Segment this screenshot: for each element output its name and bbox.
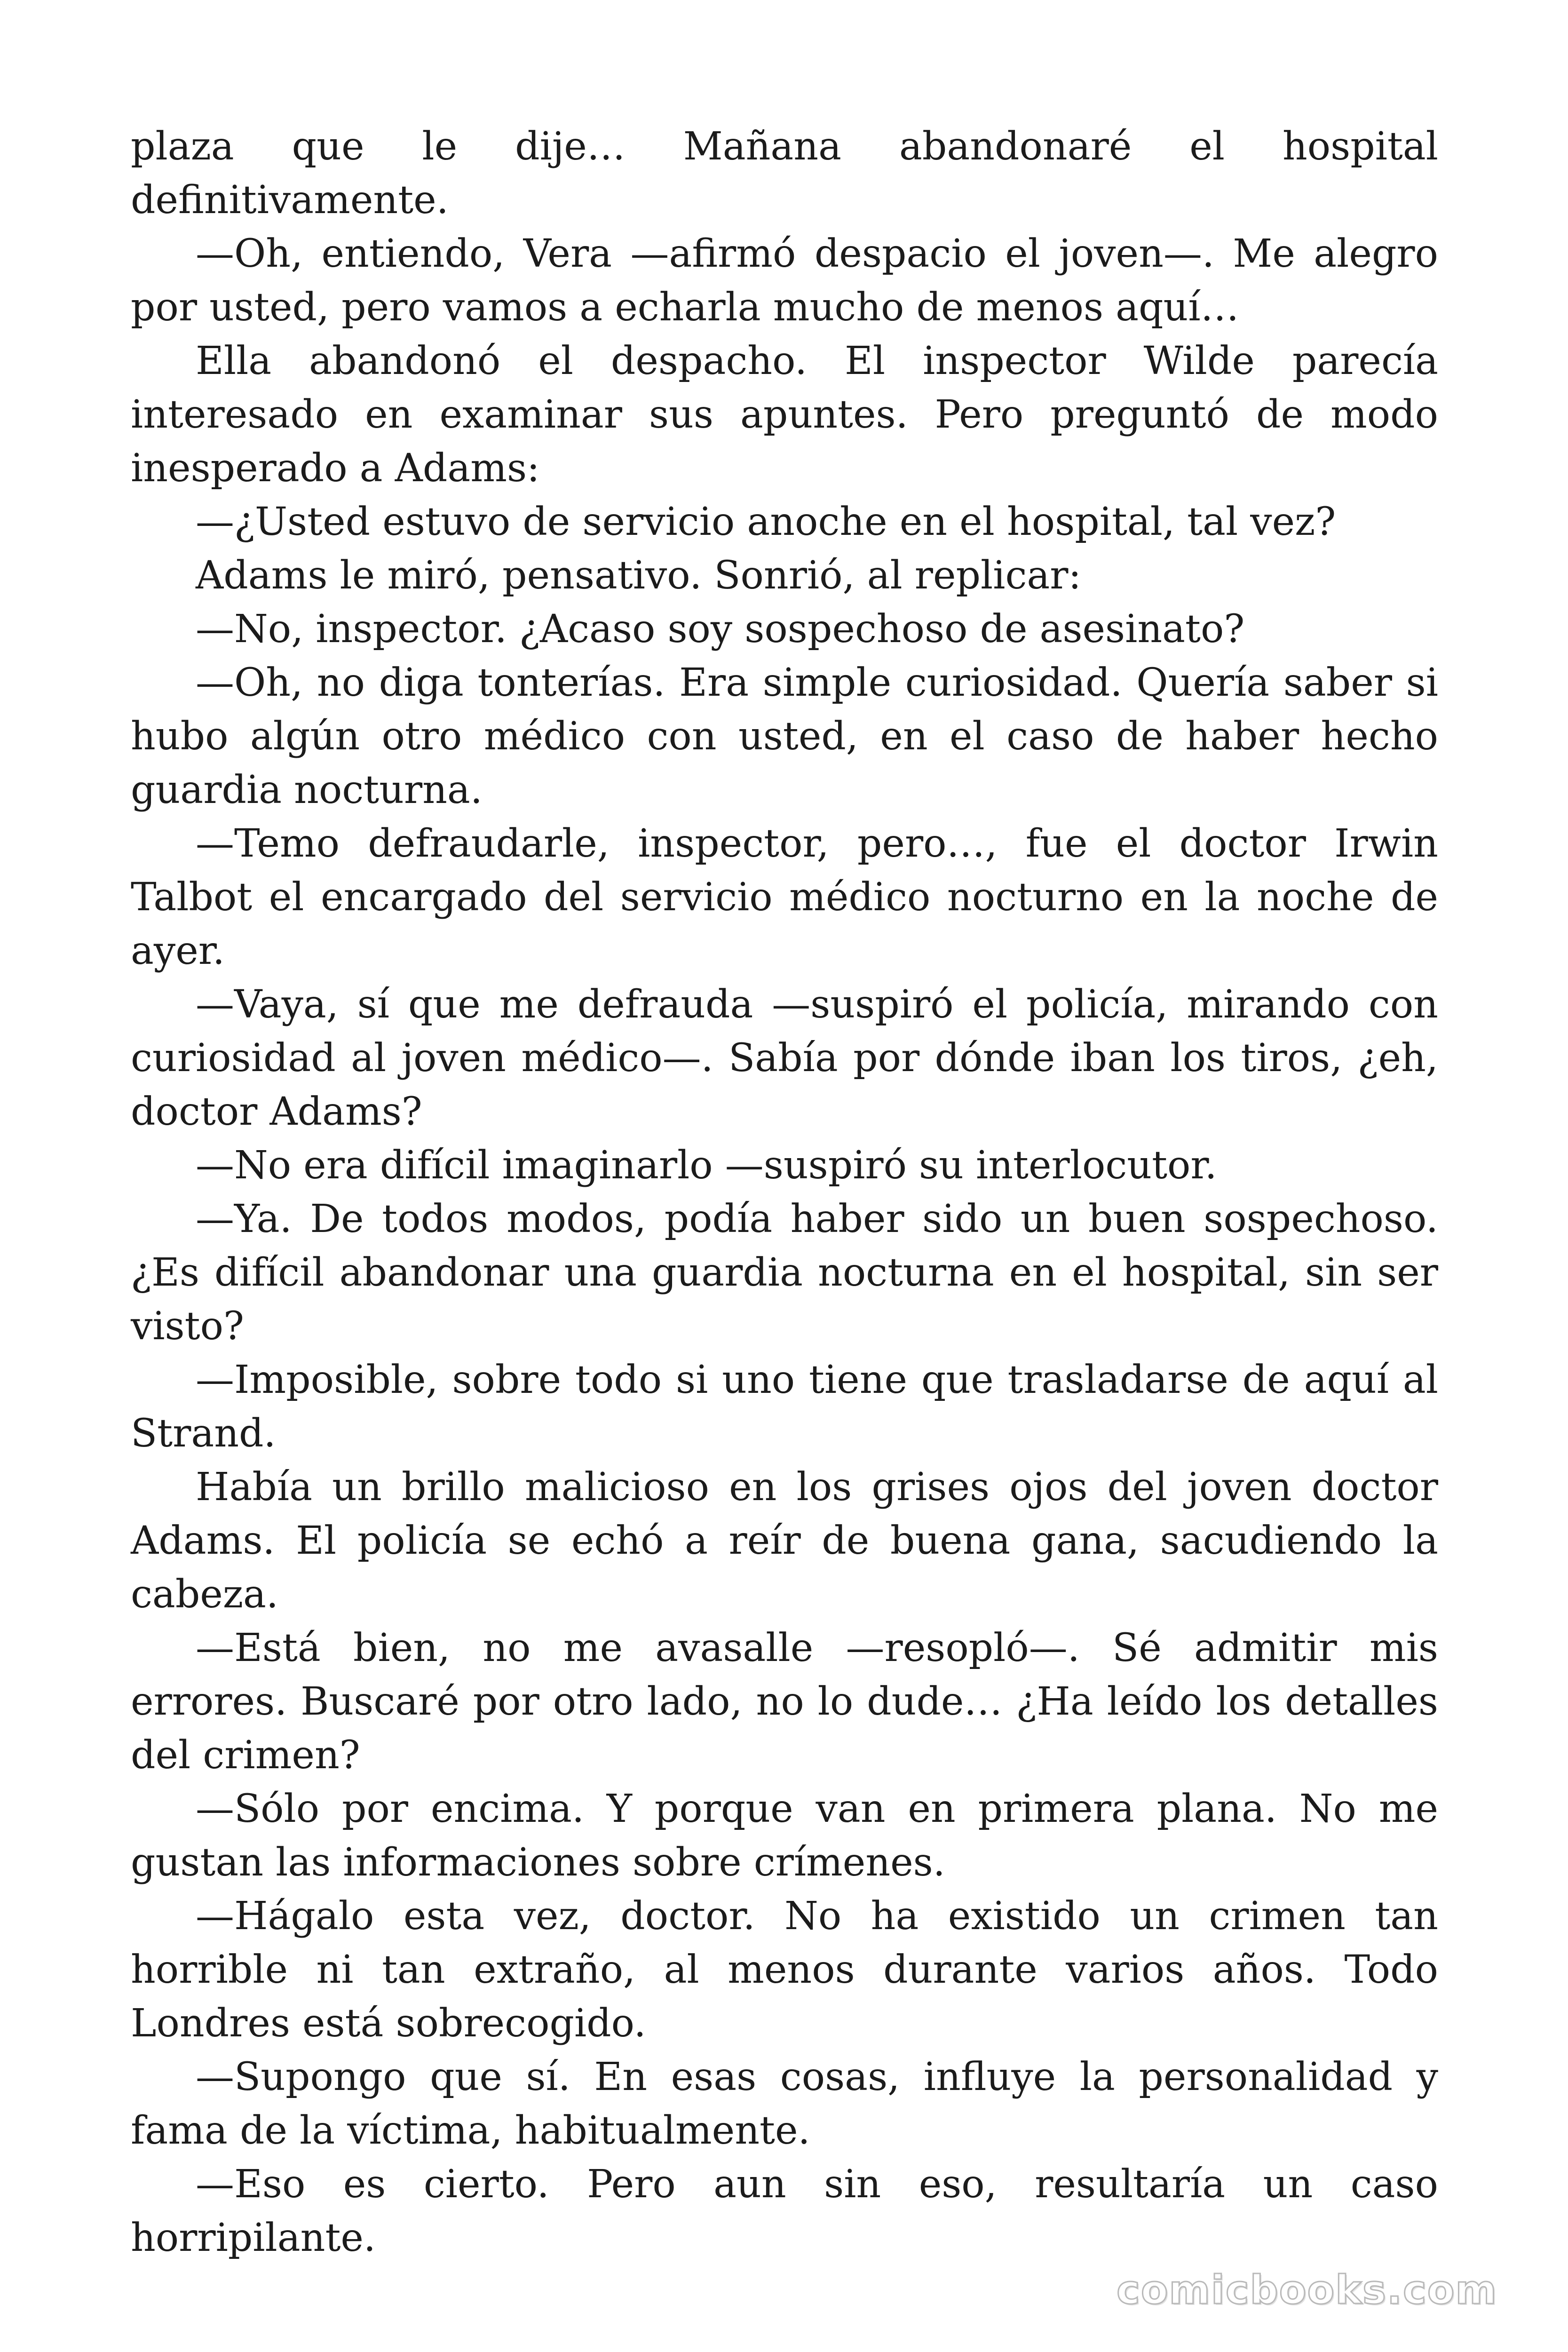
paragraph-9: —Vaya, sí que me defrauda —suspiró el policía, mirando con curiosidad al joven médico—. Sabía por dónde iban los tiros, ¿eh, doctor Adams? (131, 982, 1438, 1134)
paragraph-6: —No, inspector. ¿Acaso soy sospechoso de asesinato? (196, 607, 1245, 652)
paragraph-10: —No era difícil imaginarlo —suspiró su interlocutor. (196, 1143, 1217, 1188)
paragraph-5: Adams le miró, pensativo. Sonrió, al replicar: (196, 553, 1082, 598)
paragraph-2: —Oh, entiendo, Vera —afirmó despacio el joven—. Me alegro por usted, pero vamos a echarla mucho de menos aquí… (131, 231, 1438, 330)
paragraph-3: Ella abandonó el despacho. El inspector Wilde parecía interesado en examinar sus apuntes. Pero preguntó de modo inesperado a Adams: (131, 339, 1438, 491)
paragraph-17: —Supongo que sí. En esas cosas, influye la personalidad y fama de la víctima, habitualmente. (131, 2055, 1438, 2153)
paragraph-4: —¿Usted estuvo de servicio anoche en el hospital, tal vez? (196, 500, 1336, 544)
paragraph-13: Había un brillo malicioso en los grises ojos del joven doctor Adams. El policía se echó a reír de buena gana, sacudiendo la cabeza. (131, 1465, 1438, 1617)
watermark-text: comicbooks.com (1117, 2267, 1497, 2313)
paragraph-11: —Ya. De todos modos, podía haber sido un buen sospechoso. ¿Es difícil abandonar una guardia nocturna en el hospital, sin ser visto? (131, 1197, 1438, 1349)
paragraph-7: —Oh, no diga tonterías. Era simple curiosidad. Quería saber si hubo algún otro médico con usted, en el caso de haber hecho guardia nocturna. (131, 660, 1438, 812)
paragraph-12: —Imposible, sobre todo si uno tiene que trasladarse de aquí al Strand. (131, 1358, 1438, 1456)
page-body (131, 120, 1438, 2265)
paragraph-16: —Hágalo esta vez, doctor. No ha existido un crimen tan horrible ni tan extraño, al menos durante varios años. Todo Londres está sobrecogido. (131, 1894, 1438, 2046)
paragraph-18: —Eso es cierto. Pero aun sin eso, resultaría un caso horripilante. (131, 2162, 1438, 2260)
paragraph-15: —Sólo por encima. Y porque van en primera plana. No me gustan las informaciones sobre crímenes. (131, 1787, 1438, 1885)
paragraph-1: plaza que le dije… Mañana abandonaré el hospital definitivamente. (131, 124, 1438, 222)
paragraph-8: —Temo defraudarle, inspector, pero…, fue el doctor Irwin Talbot el encargado del servicio médico nocturno en la noche de ayer. (131, 821, 1438, 973)
paragraph-14: —Está bien, no me avasalle —resopló—. Sé admitir mis errores. Buscaré por otro lado, no lo dude… ¿Ha leído los detalles del crimen? (131, 1626, 1438, 1778)
